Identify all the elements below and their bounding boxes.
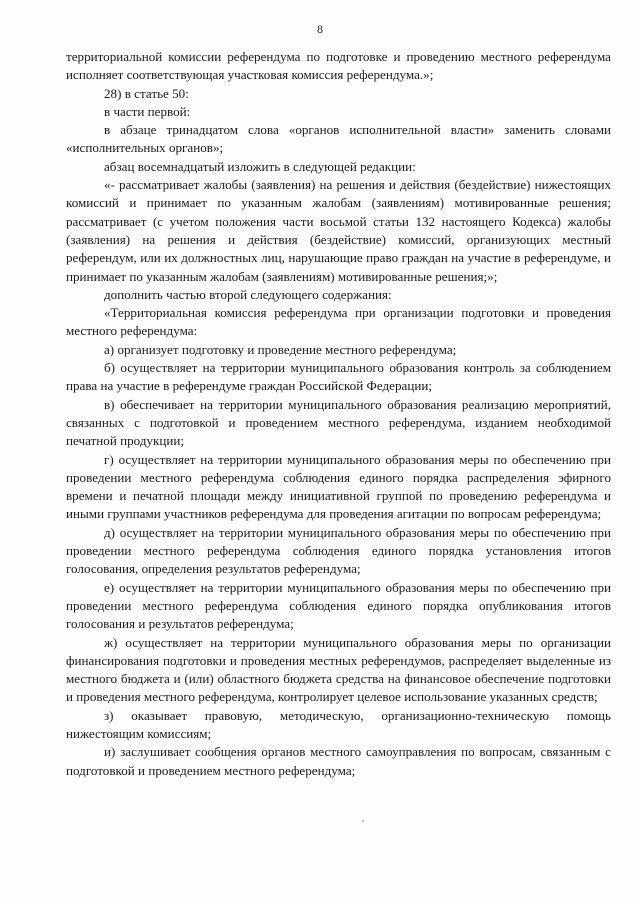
- paragraph: в части первой:: [104, 103, 191, 119]
- paragraph: г) осуществляет на территории муниципального образования меры по обеспечению при проведении местного референдума соблюдения единого порядка распределения эфирного времени и печатной площади между инициативной группой по проведению референдума и иными группами участников референдума для проведения агитации по вопросам референдума;: [66, 451, 611, 522]
- paragraph: «- рассматривает жалобы (заявления) на решения и действия (бездействие) нижестоящих комиссий и принимает по указанным жалобам (заявлениям) мотивированные решения; рассматривает (с учетом положения части восьмой статьи 132 настоящего Кодекса) жалобы (заявления) на решения и действия (бездействие) комиссий, организующих местный референдум, или их должностных лиц, нарушающие право граждан на участие в референдуме, и принимает по указанным жалобам (заявлениям) мотивированные решения;»;: [66, 177, 611, 284]
- paragraph: абзац восемнадцатый изложить в следующей редакции:: [104, 158, 416, 174]
- paragraph: д) осуществляет на территории муниципального образования меры по обеспечению при проведении местного референдума соблюдения единого порядка установления итогов голосования, определения результатов референдума;: [66, 524, 611, 577]
- document-body: [66, 48, 611, 780]
- paragraph: в) обеспечивает на территории муниципального образования реализацию мероприятий, связанных с подготовкой и проведением местного референдума, изданием необходимой печатной продукции;: [66, 396, 611, 449]
- paragraph: 28) в статье 50:: [104, 85, 189, 101]
- page-number: 8: [317, 22, 323, 36]
- paragraph: и) заслушивает сообщения органов местного самоуправления по вопросам, связанным с подготовкой и проведением местного референдума;: [66, 744, 611, 778]
- paragraph: «Территориальная комиссия референдума при организации подготовки и проведения местного референдума:: [66, 305, 611, 339]
- paragraph: в абзаце тринадцатом слова «органов исполнительной власти» заменить словами «исполнительных органов»;: [66, 122, 611, 156]
- paragraph: ж) осуществляет на территории муниципального образования меры по организации финансирования подготовки и проведения местных референдумов, распределяет выделенные из местного бюджета и (или) областного бюджета средства на финансовое обеспечение подготовки и проведения местного референдума, контролирует целевое использование указанных средств;: [66, 634, 611, 705]
- paragraph: территориальной комиссии референдума по подготовке и проведению местного референдума исполняет соответствующая участковая комиссия референдума.»;: [66, 49, 611, 83]
- paragraph: з) оказывает правовую, методическую, организационно-техническую помощь нижестоящим комиссиям;: [66, 707, 611, 741]
- paragraph: б) осуществляет на территории муниципального образования контроль за соблюдением права на участие в референдуме граждан Российской Федерации;: [66, 360, 611, 394]
- paragraph: дополнить частью второй следующего содержания:: [104, 286, 392, 302]
- paragraph: а) организует подготовку и проведение местного референдума;: [104, 341, 457, 357]
- paragraph: е) осуществляет на территории муниципального образования меры по обеспечению при проведении местного референдума соблюдения единого порядка опубликования итогов голосования и результатов референдума;: [66, 579, 611, 632]
- scan-speck: [362, 820, 364, 822]
